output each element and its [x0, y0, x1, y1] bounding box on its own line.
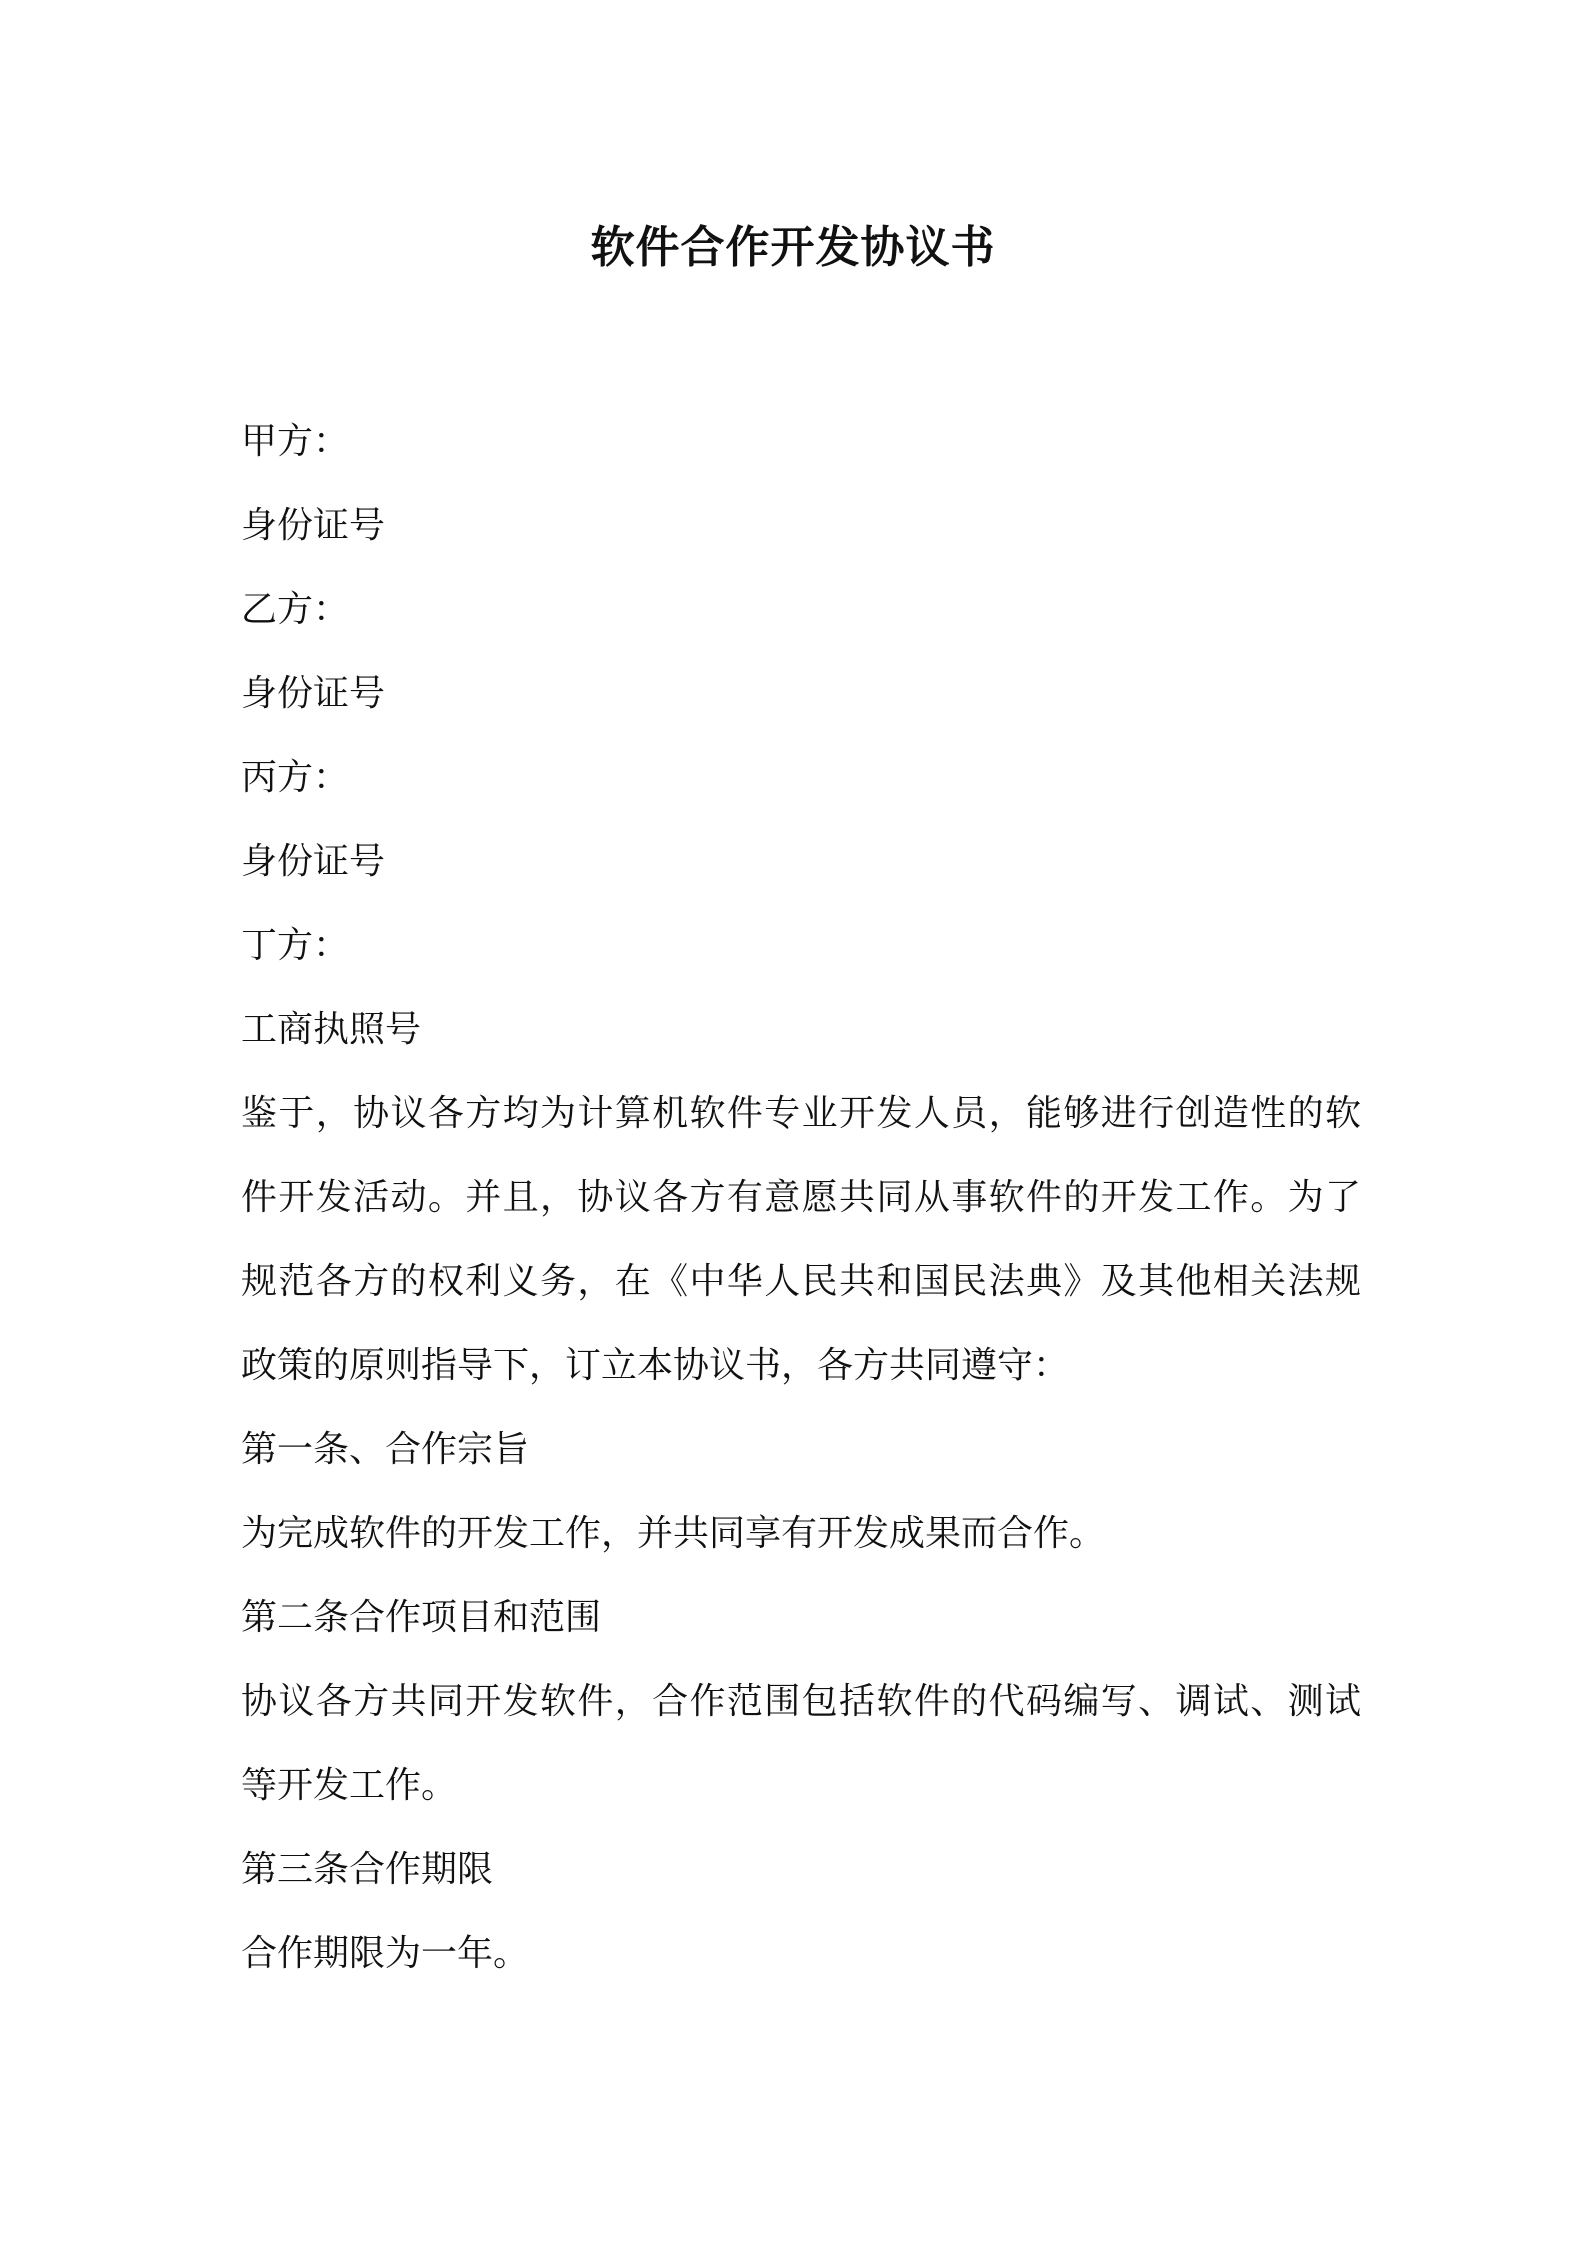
party-c-id-label: 身份证号 — [241, 841, 386, 882]
article-text: 合作期限为一年。 — [241, 1933, 530, 1974]
article-heading: 第三条合作期限 — [241, 1849, 494, 1890]
party-b-id-label: 身份证号 — [241, 673, 386, 714]
article-heading: 第一条、合作宗旨 — [241, 1429, 530, 1470]
article-text: 协议各方共同开发软件，合作范围包括软件的代码编写、调试、测试 — [241, 1681, 1361, 1722]
party-a-id-label: 身份证号 — [241, 505, 386, 546]
business-license-label: 工商执照号 — [241, 1009, 422, 1050]
preamble-line: 规范各方的权利义务，在《中华人民共和国民法典》及其他相关法规 — [241, 1261, 1361, 1302]
preamble-line: 政策的原则指导下，订立本协议书，各方共同遵守： — [241, 1345, 1070, 1386]
article-heading: 第二条合作项目和范围 — [241, 1597, 602, 1638]
party-d-label: 丁方： — [241, 925, 350, 966]
preamble-line: 鉴于，协议各方均为计算机软件专业开发人员，能够进行创造性的软 — [241, 1093, 1361, 1134]
party-b-label: 乙方： — [241, 589, 350, 630]
article-text: 为完成软件的开发工作，并共同享有开发成果而合作。 — [241, 1513, 1106, 1554]
preamble-line: 件开发活动。并且，协议各方有意愿共同从事软件的开发工作。为了 — [241, 1177, 1361, 1218]
document-body — [241, 400, 1361, 1996]
document-title: 软件合作开发协议书 — [590, 222, 996, 273]
party-c-label: 丙方： — [241, 757, 350, 798]
party-a-label: 甲方： — [241, 421, 350, 462]
article-text: 等开发工作。 — [241, 1765, 458, 1806]
